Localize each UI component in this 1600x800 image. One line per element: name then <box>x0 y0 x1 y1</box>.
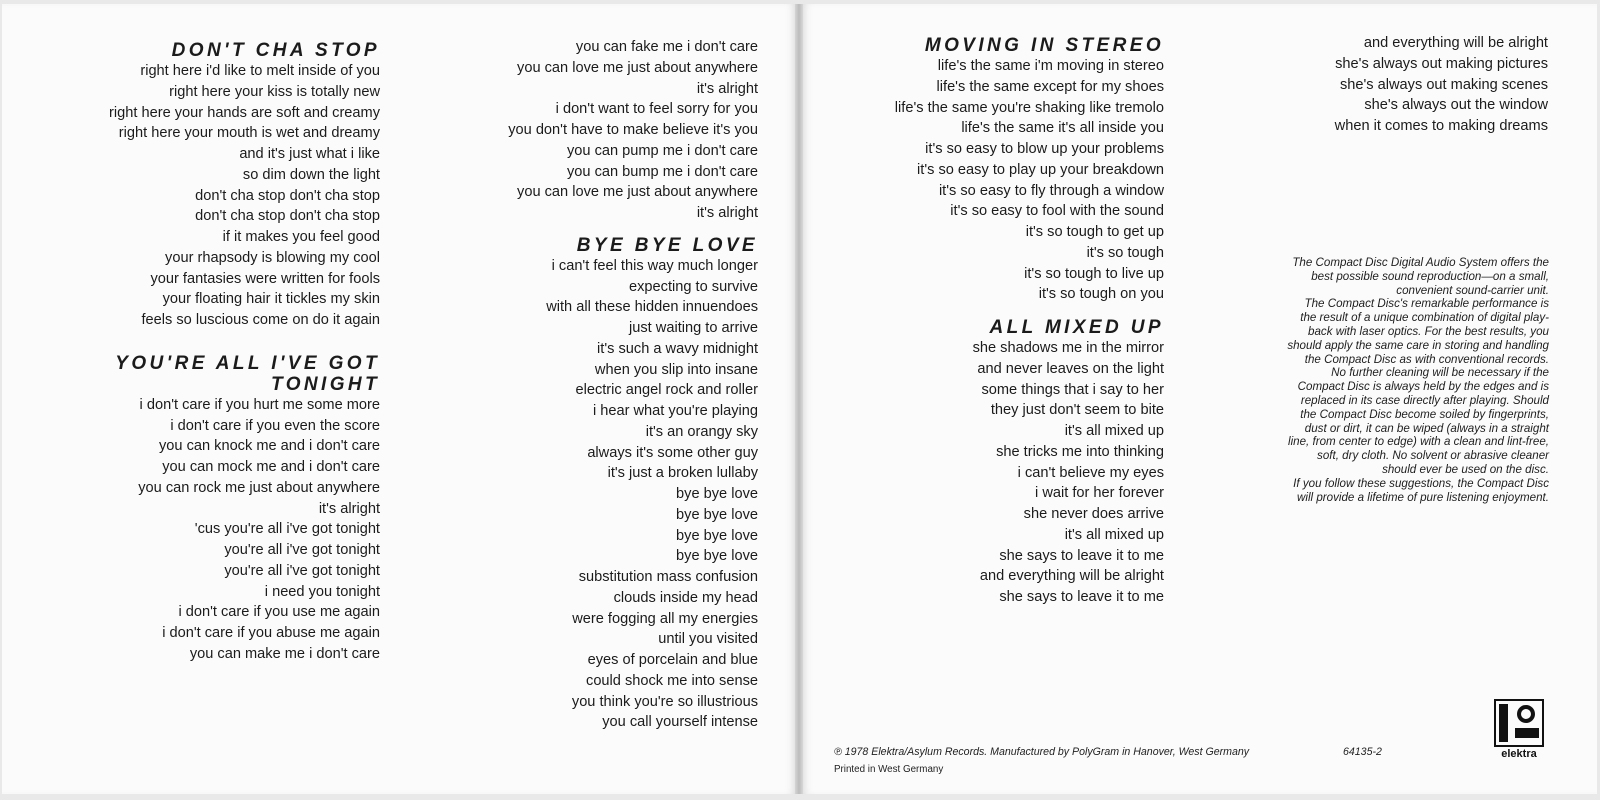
lyric-line: i wait for her forever <box>1035 485 1164 502</box>
lyric-line: you can rock me just about anywhere <box>138 479 380 496</box>
notice-line: The Compact Disc's remarkable performance is <box>1304 297 1549 311</box>
lyric-line: always it's some other guy <box>587 444 758 461</box>
notice-line: If you follow these suggestions, the Compact Disc <box>1293 476 1549 490</box>
lyric-line: it's so easy to play up your breakdown <box>917 161 1164 178</box>
lyric-line: she's always out the window <box>1364 97 1548 114</box>
lyric-line: you're all i've got tonight <box>224 562 380 579</box>
lyric-line: it's all mixed up <box>1064 423 1164 439</box>
lyric-line: bye bye love <box>676 548 758 565</box>
lyric-line: bye bye love <box>676 527 758 544</box>
lyric-line: don't cha stop don't cha stop <box>195 187 380 204</box>
notice-line: the result of a unique combination of digital play- <box>1300 311 1549 325</box>
lyric-line: when you slip into insane <box>594 361 758 378</box>
lyric-line: substitution mass confusion <box>578 569 758 585</box>
lyric-line: she tricks me into thinking <box>996 443 1164 460</box>
lyric-line: it's so easy to fly through a window <box>938 182 1164 199</box>
notice-line: line, from center to edge) with a clean and lint-free, <box>1288 435 1549 449</box>
notice-line: the Compact Disc become soiled by fingerprints, <box>1300 407 1549 421</box>
lyric-line: life's the same except for my shoes <box>936 78 1164 95</box>
elektra-logo-mark <box>1493 698 1545 760</box>
elektra-wordmark: elektra <box>1501 748 1537 760</box>
lyric-line: she says to leave it to me <box>999 547 1164 564</box>
notice-line: Compact Disc is always held by the edges and is <box>1297 380 1549 394</box>
lyric-line: she's always out making scenes <box>1339 76 1548 93</box>
lyric-line: i don't care if you hurt me some more <box>139 396 380 413</box>
lyric-line: so dim down the light <box>242 166 380 183</box>
lyric-line: she's always out making pictures <box>1335 55 1548 72</box>
lyric-line: electric angel rock and roller <box>575 382 758 399</box>
lyric-line: right here your mouth is wet and dreamy <box>118 125 380 142</box>
lyric-line: i don't care if you abuse me again <box>162 625 380 641</box>
compact-disc-care-notice <box>1215 256 1549 504</box>
lyric-line: you can bump me i don't care <box>567 163 758 180</box>
lyric-line: your rhapsody is blowing my cool <box>165 249 380 266</box>
lyric-line: and everything will be alright <box>979 568 1164 585</box>
lyric-line: it's so tough to get up <box>1025 224 1164 240</box>
song-title-bye-bye-love: BYE BYE LOVE <box>576 234 758 256</box>
lyric-line: just waiting to arrive <box>629 320 758 336</box>
lyric-line: and it's just what i like <box>239 146 380 162</box>
lyric-line: she shadows me in the mirror <box>972 340 1164 356</box>
lyrics-column-2 <box>508 37 758 733</box>
catalog-number: 64135-2 <box>1343 746 1382 758</box>
lyric-line: some things that i say to her <box>981 381 1164 398</box>
song-title-youre-all-ive-got-tonight: YOU'RE ALL I'VE GOT <box>115 352 380 374</box>
lyric-line: clouds inside my head <box>613 589 758 606</box>
lyric-line: bye bye love <box>676 506 758 523</box>
lyric-line: they just don't seem to bite <box>990 402 1164 419</box>
notice-line: convenient sound-carrier unit. <box>1396 283 1549 297</box>
lyric-line: you're all i've got tonight <box>224 542 380 558</box>
lyric-line: i hear what you're playing <box>592 403 758 419</box>
notice-line: will provide a lifetime of pure listening enjoyment. <box>1297 490 1549 504</box>
lyric-line: your fantasies were written for fools <box>150 270 380 287</box>
lyric-line: you don't have to make believe it's you <box>508 122 758 138</box>
lyric-line: it's such a wavy midnight <box>597 340 758 357</box>
song-title-all-mixed-up: ALL MIXED UP <box>989 317 1164 338</box>
notice-line: should apply the same care in storing and handling <box>1287 338 1549 352</box>
lyrics-column-1 <box>109 40 380 665</box>
lyric-line: i can't believe my eyes <box>1017 464 1164 481</box>
lyric-line: right here your kiss is totally new <box>169 83 380 100</box>
lyric-line: she never does arrive <box>1023 506 1164 522</box>
lyric-line: bye bye love <box>676 486 758 502</box>
lyric-line: don't cha stop don't cha stop <box>195 208 380 225</box>
lyric-line: if it makes you feel good <box>222 229 380 245</box>
song-title-youre-all-ive-got-tonight-line-2: TONIGHT <box>271 373 380 395</box>
lyric-line: you can make me i don't care <box>189 645 380 662</box>
notice-line: soft, dry cloth. No solvent or abrasive cleaner <box>1317 449 1549 463</box>
lyric-line: life's the same i'm moving in stereo <box>937 58 1164 74</box>
song-title-dont-cha-stop: DON'T CHA STOP <box>171 40 380 61</box>
lyric-line: 'cus you're all i've got tonight <box>194 521 380 538</box>
lyric-line: you call yourself intense <box>602 714 758 731</box>
lyric-line: eyes of porcelain and blue <box>587 652 758 668</box>
lyrics-column-4 <box>1335 33 1548 137</box>
booklet-spine <box>795 4 803 794</box>
lyric-line: right here your hands are soft and creamy <box>109 104 380 121</box>
lyric-line: i need you tonight <box>264 583 380 600</box>
lyric-line: life's the same you're shaking like tremolo <box>894 99 1164 116</box>
lyric-line: when it comes to making dreams <box>1334 118 1548 134</box>
lyric-line: it's all mixed up <box>1064 526 1164 543</box>
lyric-line: and everything will be alright <box>1363 35 1548 51</box>
lyric-line: i don't want to feel sorry for you <box>555 101 758 118</box>
lyric-line: feels so luscious come on do it again <box>141 312 380 328</box>
lyric-line: it's alright <box>696 205 758 221</box>
lyric-line: until you visited <box>658 631 758 648</box>
lyric-line: you can knock me and i don't care <box>158 438 380 455</box>
lyric-line: expecting to survive <box>629 278 758 295</box>
lyric-line: could shock me into sense <box>586 672 758 689</box>
copyright-line: ℗ 1978 Elektra/Asylum Records. Manufactured by PolyGram in Hanover, West Germany <box>834 746 1250 758</box>
lyric-line: you can mock me and i don't care <box>162 459 380 475</box>
lyric-line: she says to leave it to me <box>999 589 1164 605</box>
lyric-line: you can pump me i don't care <box>567 142 758 159</box>
lyric-line: and never leaves on the light <box>977 360 1164 377</box>
notice-line: replaced in its case directly after playing. Should <box>1300 393 1549 407</box>
printed-in-line: Printed in West Germany <box>834 764 944 775</box>
elektra-logo-icon <box>1493 698 1545 760</box>
lyric-line: right here i'd like to melt inside of you <box>140 63 380 79</box>
notice-line: should ever be used on the disc. <box>1382 462 1549 476</box>
notice-line: the Compact Disc as with conventional records. <box>1304 352 1549 366</box>
lyric-line: it's an orangy sky <box>645 423 758 440</box>
lyric-line: your floating hair it tickles my skin <box>162 291 380 308</box>
lyric-line: it's so tough <box>1086 244 1164 261</box>
notice-line: No further cleaning will be necessary if the <box>1331 366 1549 380</box>
lyric-line: it's so tough to live up <box>1024 265 1164 282</box>
notice-line: back with laser optics. For the best results, you <box>1308 324 1549 338</box>
song-title-moving-in-stereo: MOVING IN STEREO <box>924 35 1164 56</box>
lyric-line: life's the same it's all inside you <box>961 120 1164 137</box>
lyric-line: it's alright <box>318 500 380 517</box>
lyric-line: i don't care if you even the score <box>170 417 380 434</box>
notice-line: best possible sound reproduction—on a small, <box>1311 269 1549 283</box>
notice-line: dust or dirt, it can be wiped (always in a straight <box>1304 421 1549 435</box>
lyric-line: it's so tough on you <box>1038 286 1164 303</box>
lyric-line: you think you're so illustrious <box>571 693 758 710</box>
lyric-line: it's alright <box>696 80 758 97</box>
lyric-line: were fogging all my energies <box>572 610 758 627</box>
lyric-line: it's just a broken lullaby <box>607 465 758 482</box>
lyric-line: with all these hidden innuendoes <box>546 299 758 316</box>
lyric-line: you can love me just about anywhere <box>517 59 758 76</box>
lyric-line: it's so easy to blow up your problems <box>925 141 1164 157</box>
lyric-line: it's so easy to fool with the sound <box>950 203 1164 220</box>
lyric-line: you can love me just about anywhere <box>517 184 758 201</box>
lyric-line: i don't care if you use me again <box>178 604 380 621</box>
lyrics-column-3 <box>895 35 1164 608</box>
lyric-line: you can fake me i don't care <box>575 39 758 55</box>
notice-line: The Compact Disc Digital Audio System offers the <box>1292 256 1549 269</box>
lyric-line: i can't feel this way much longer <box>551 257 758 274</box>
